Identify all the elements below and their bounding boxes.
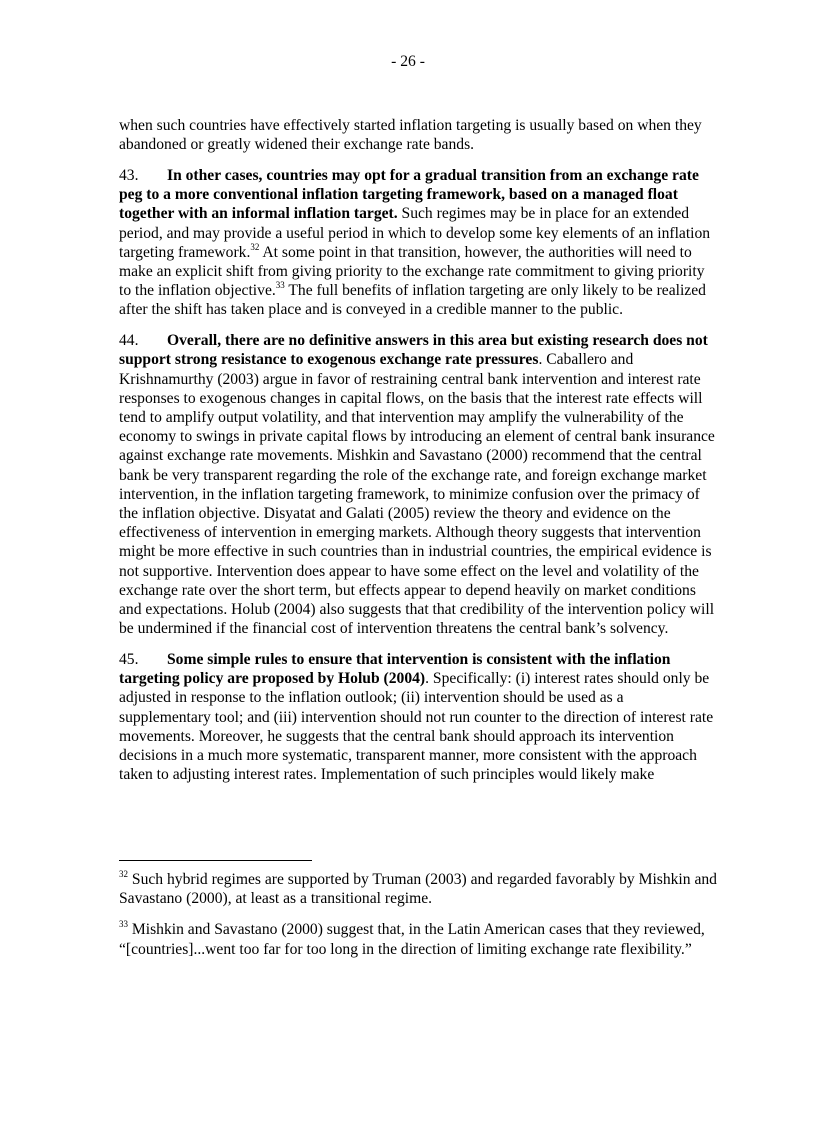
paragraph-text: Such regimes may be in place for an extended period, and may provide a useful period in which to develop some key elements of an inflation targeting framework.	[119, 205, 711, 261]
footnotes	[119, 870, 719, 971]
footnote-ref-32[interactable]: 32	[250, 241, 260, 252]
paragraph-44	[119, 331, 719, 638]
footnote-text: Mishkin and Savastano (2000) suggest that, in the Latin American cases that they reviewed, “[countries]...went too far for too long in the direction of limiting exchange rate flexibility.”	[119, 921, 705, 958]
paragraph-text: At some point in that transition, however, the authorities will need to make an explicit shift from giving priority to the exchange rate commitment to giving priority to the inflation objective.	[119, 243, 705, 300]
paragraph-number: 43.	[119, 167, 139, 184]
footnote-text: Such hybrid regimes are supported by Truman (2003) and regarded favorably by Mishkin and Savastano (2000), at least as a transitional regime.	[119, 871, 717, 908]
page-number: - 26 -	[391, 53, 425, 70]
paragraph-number: 45.	[119, 651, 139, 669]
body-text	[119, 116, 719, 796]
paragraph-45	[119, 650, 719, 784]
paragraph-number: 44.	[119, 332, 139, 350]
footnote-ref-33[interactable]: 33	[275, 280, 285, 291]
paragraph-text: . Caballero and Krishnamurthy (2003) argue in favor of restraining central bank intervention and interest rate responses to exogenous changes in capital flows, on the basis that the interest rate effects will tend to amplify output volatility, and that intervention may amplify the vulnerability of the economy to swings in private capital flows by introducing an element of central bank insurance against exchange rate movements. Mishkin and Savastano (2000) recommend that the central bank be very transparent regarding the role of the exchange rate, and foreign exchange market intervention, in the inflation targeting framework, to minimize confusion over the primacy of the inflation objective. Disyatat and Galati (2005) review the theory and evidence on the effectiveness of intervention in emerging markets. Although theory suggests that intervention might be more effective in such countries than in industrial countries, the empirical evidence is not supportive. Intervention does appear to have some effect on the level and volatility of the exchange rate over the short term, but effects appear to depend heavily on market conditions and expectations. Holub (2004) also suggests that that credibility of the intervention policy will be undermined if the financial cost of intervention threatens the central bank’s solvency.	[119, 351, 715, 638]
paragraph-continuation: when such countries have effectively started inflation targeting is usually based on when they abandoned or greatly widened their exchange rate bands.	[119, 117, 702, 154]
paragraph-lead: Overall, there are no definitive answers in this area but existing research does not support strong resistance to exogenous exchange rate pressures	[119, 332, 708, 369]
footnote-32	[119, 870, 719, 908]
paragraph-text: . Specifically: (i) interest rates should only be adjusted in response to the inflation outlook; (ii) intervention should be used as a supplementary tool; and (iii) intervention should not run counter to the direction of interest rate movements. Moreover, he suggests that the central bank should approach its intervention decisions in a much more systematic, transparent manner, more consistent with the approach taken to adjusting interest rates. Implementation of such principles would likely make	[119, 670, 714, 784]
paragraph-lead: In other cases, countries may opt for a gradual transition from an exchange rate peg to a more conventional inflation targeting framework, based on a managed float together with an informal inflation target.	[119, 167, 699, 223]
paragraph-text: The full benefits of inflation targeting are only likely to be realized after the shift has taken place and is conveyed in a credible manner to the public.	[119, 282, 706, 319]
footnote-number: 33	[119, 919, 128, 930]
paragraph-lead: Some simple rules to ensure that intervention is consistent with the inflation targeting policy are proposed by Holub (2004)	[119, 651, 671, 688]
footnote-separator	[119, 860, 312, 861]
paragraph-43	[119, 166, 719, 320]
footnote-number: 32	[119, 869, 128, 879]
footnote-33	[119, 920, 719, 958]
